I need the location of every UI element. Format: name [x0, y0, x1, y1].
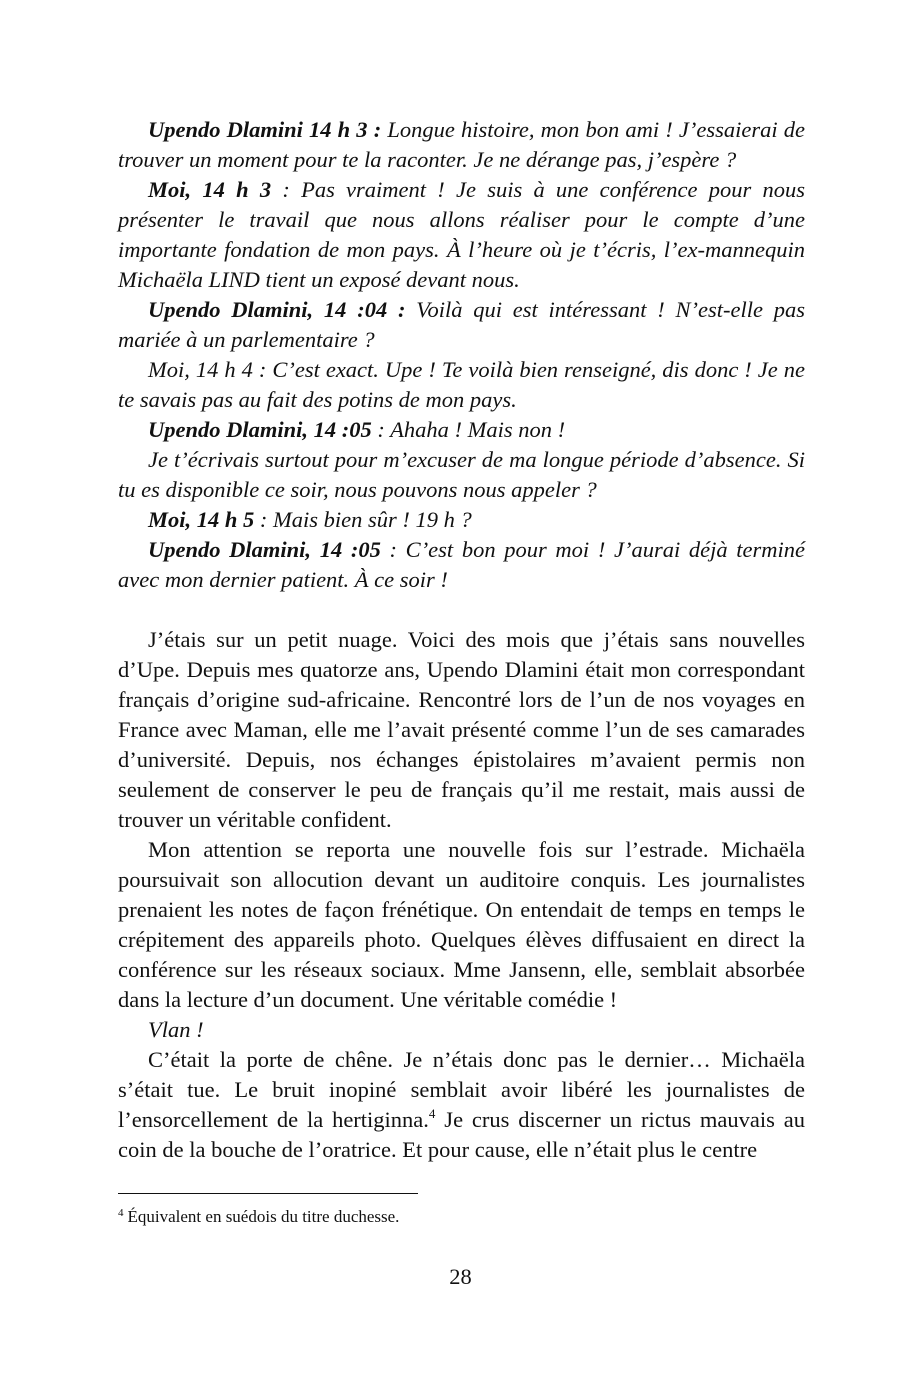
chat-speaker: Moi, 14 h 5 — [148, 507, 255, 532]
chat-speaker: Upendo Dlamini 14 h 3 : — [148, 117, 382, 142]
chat-speaker: Upendo Dlamini, 14 :05 — [148, 417, 372, 442]
page-body — [118, 115, 805, 1165]
chat-text: : C’est bon pour moi ! J’aurai déjà terminé avec mon dernier patient. À ce soir ! — [118, 537, 805, 592]
chat-message — [118, 295, 805, 355]
chat-transcript — [118, 115, 805, 595]
chat-message — [118, 535, 805, 595]
chat-message — [118, 505, 805, 535]
chat-speaker: Upendo Dlamini, 14 :04 : — [148, 297, 406, 322]
chat-message — [118, 175, 805, 295]
footnote-text: Équivalent en suédois du titre duchesse. — [127, 1207, 400, 1226]
chat-text: Longue histoire, mon bon ami ! J’essaierai de trouver un moment pour te la raconter. Je ne dérange pas, j’espère ? — [118, 117, 805, 172]
footnote-divider — [118, 1193, 418, 1194]
narrative — [118, 625, 805, 1165]
paragraph: Vlan ! — [148, 1017, 204, 1042]
chat-speaker: Moi, 14 h 3 — [148, 177, 272, 202]
footnote — [118, 1206, 805, 1228]
chat-message — [118, 115, 805, 175]
paragraph: J’étais sur un petit nuage. Voici des mois que j’étais sans nouvelles d’Upe. Depuis mes quatorze ans, Upendo Dlamini était mon correspondant français d’origine sud-africaine. Rencontré lors de l’un de nos voyages en France avec Maman, elle me l’avait présenté comme l’un de ses camarades d’université. Depuis, nos échanges épistolaires m’avaient permis non seulement de conserver le peu de français qu’il me restait, mais aussi de trouver un véritable confident. — [118, 627, 805, 832]
page-number: 28 — [449, 1264, 472, 1289]
chat-message: Je t’écrivais surtout pour m’excuser de ma longue période d’absence. Si tu es disponible ce soir, nous pouvons nous appeler ? — [118, 447, 805, 502]
footnote-reference: 4 — [428, 1106, 436, 1121]
chat-text: : Ahaha ! Mais non ! — [371, 417, 566, 442]
chat-text: Voilà qui est intéressant ! N’est-elle pas mariée à un parlementaire ? — [118, 297, 805, 352]
chat-speaker: Upendo Dlamini, 14 :05 — [148, 537, 381, 562]
paragraph-text: C’était la porte de chêne. Je n’étais donc pas le dernier… Michaëla s’était tue. Le bruit inopiné semblait avoir libéré les journalistes de l’ensorcellement de la hertiginna. — [118, 1047, 805, 1132]
paragraph-text: Je crus discerner un rictus mauvais au coin de la bouche de l’oratrice. Et pour cause, elle n’était plus le centre — [118, 1107, 806, 1162]
chat-text: : Pas vraiment ! Je suis à une conférence pour nous présenter le travail que nous allons réaliser pour le compte d’une importante fondation de mon pays. À l’heure où je t’écris, l’ex-mannequin Michaëla LIND tient un exposé devant nous. — [118, 177, 805, 292]
chat-message — [118, 415, 805, 445]
footnote-mark: 4 — [118, 1207, 124, 1219]
paragraph: Mon attention se reporta une nouvelle fois sur l’estrade. Michaëla poursuivait son allocution devant un auditoire conquis. Les journalistes prenaient les notes de façon frénétique. On entendait de temps en temps le crépitement des appareils photo. Quelques élèves diffusaient en direct la conférence sur les réseaux sociaux. Mme Jansenn, elle, semblait absorbée dans la lecture d’un document. Une véritable comédie ! — [118, 837, 805, 1012]
chat-text: : Mais bien sûr ! 19 h ? — [254, 507, 472, 532]
chat-message: Moi, 14 h 4 : C’est exact. Upe ! Te voilà bien renseigné, dis donc ! Je ne te savais pas au fait des potins de mon pays. — [118, 357, 805, 412]
paragraph — [118, 1045, 805, 1165]
